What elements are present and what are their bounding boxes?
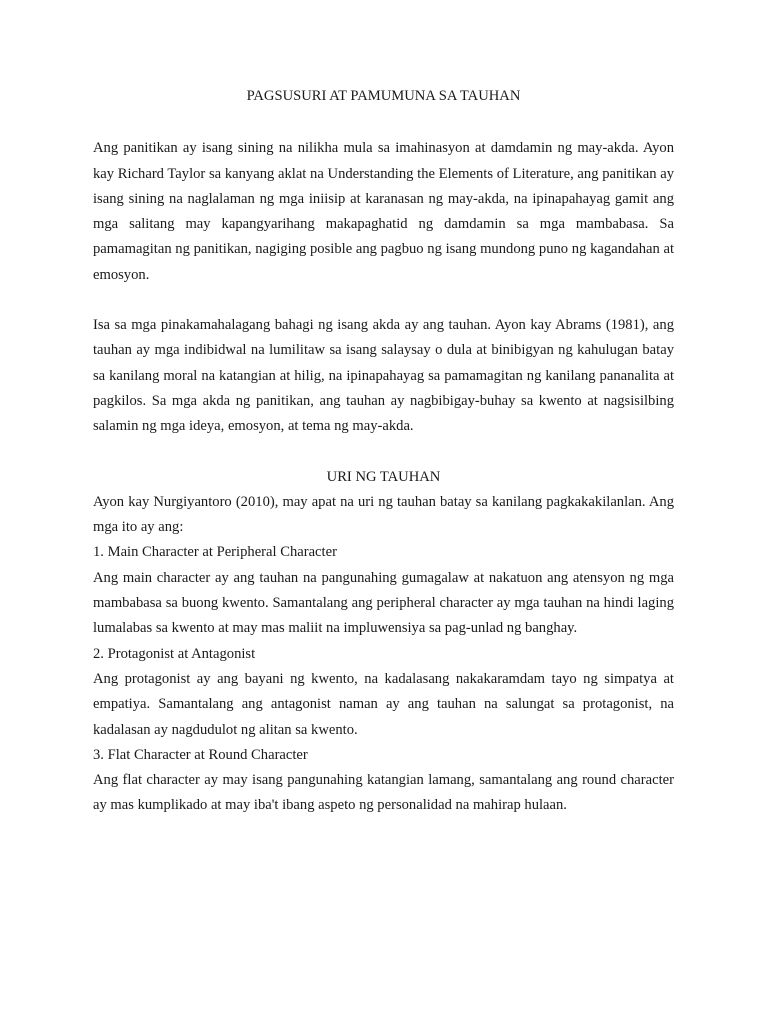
type-2-heading: 2. Protagonist at Antagonist — [93, 645, 256, 662]
type-3-body: Ang flat character ay may isang pangunahing katangian lamang, samantalang ang round character ay mas kumplikado at may iba't ibang aspeto ng personalidad na mahirap hulaan. — [93, 772, 674, 814]
document-body — [93, 84, 674, 819]
section-title: URI NG TAUHAN — [326, 468, 441, 485]
type-2-body: Ang protagonist ay ang bayani ng kwento, na kadalasang nakakaramdam tayo ng simpatya at empatiya. Samantalang ang antagonist naman ay ang tauhan na salungat sa protagonist, na kadalasan ay nagdudulot ng alitan sa kwento. — [93, 670, 674, 738]
document-title: PAGSUSURI AT PAMUMUNA SA TAUHAN — [246, 88, 521, 104]
intro-paragraph-1: Ang panitikan ay isang sining na nilikha mula sa imahinasyon at damdamin ng may-akda. Ayon kay Richard Taylor sa kanyang aklat na Understanding the Elements of Literature, ang panitikan ay isang sining na naglalaman ng mga iniisip at karanasan ng may-akda, na ipinapahayag gamit ang mga salitang may kapangyarihang makapaghatid ng damdamin sa mga mambabasa. Sa pamamagitan ng panitikan, nagiging posible ang pagbuo ng isang mundong puno ng kagandahan at emosyon. — [93, 140, 674, 283]
type-1-heading: 1. Main Character at Peripheral Character — [93, 544, 337, 561]
type-1-body: Ang main character ay ang tauhan na pangunahing gumagalaw at nakatuon ang atensyon ng mga mambabasa sa buong kwento. Samantalang ang peripheral character ay mga tauhan na hindi laging lumalabas sa kwento at may mas maliit na impluwensiya sa pag-unlad ng banghay. — [93, 569, 674, 637]
section-intro: Ayon kay Nurgiyantoro (2010), may apat na uri ng tauhan batay sa kanilang pagkakakilanlan. Ang mga ito ay ang: — [93, 493, 674, 536]
type-3-heading: 3. Flat Character at Round Character — [93, 746, 308, 763]
intro-paragraph-2: Isa sa mga pinakamahalagang bahagi ng isang akda ay ang tauhan. Ayon kay Abrams (1981), ang tauhan ay mga indibidwal na lumilitaw sa isang salaysay o dula at binibigyan ng kahulugan batay sa kanilang moral na katangian at hilig, na ipinapahayag sa pamamagitan ng kanilang pananalita at pagkilos. Sa mga akda ng panitikan, ang tauhan ay nagbibigay-buhay sa kwento at nagsisilbing salamin ng mga ideya, emosyon, at tema ng may-akda. — [93, 317, 674, 435]
